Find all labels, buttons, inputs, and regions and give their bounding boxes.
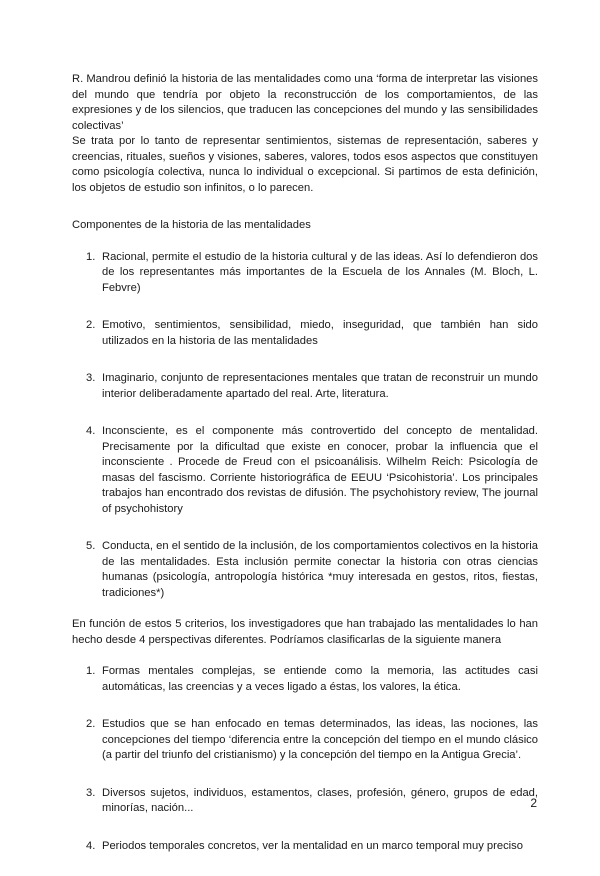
list-item: [72, 664, 538, 695]
list-item: [72, 539, 538, 601]
list-item: [72, 786, 538, 817]
page-number: 2: [530, 796, 537, 810]
list-item-text: Inconsciente, es el componente más controvertido del concepto de mentalidad. Precisamente por la dificultad que existe en conocer, probar la influencia que el inconsciente . Procede de Freud con el psicoanálisis. Wilhelm Reich: Psicología de masas del fascismo. Corriente historiográfica de EEUU ‘Psicohistoria’. Los principales trabajos han encontrado dos revistas de difusión. The psychohistory review, The journal of psychohistory: [102, 425, 538, 515]
list-number: 1.: [86, 250, 96, 263]
intro-paragraph-1: R. Mandrou definió la historia de las mentalidades como una ‘forma de interpretar las visiones del mundo que tendría por objeto la reconstrucción de los comportamientos, de las expresiones y de los silencios, que traducen las concepciones del mundo y las sensibilidades colectivas’: [72, 73, 538, 132]
list-item: [72, 250, 538, 297]
intro-paragraph-2: Se trata por lo tanto de representar sentimientos, sistemas de representación, saberes y creencias, rituales, sueños y visiones, saberes, valores, todos esos aspectos que constituyen como psicología colectiva, nunca lo individual o excepcional. Si partimos de esta definición, los objetos de estudio son infinitos, o lo parecen.: [72, 135, 538, 194]
list-item: [72, 318, 538, 349]
list-item-text: Conducta, en el sentido de la inclusión, de los comportamientos colectivos en la historia de las mentalidades. Esta inclusión permite conectar la historia con otras ciencias humanas (psicología, antropología histórica *muy interesada en gestos, ritos, fiestas, tradiciones*): [102, 540, 538, 599]
perspectives-intro: En función de estos 5 criterios, los investigadores que han trabajado las mentalidades lo han hecho desde 4 perspectivas diferentes. Podríamos clasificarlas de la siguiente manera: [72, 618, 538, 646]
components-heading: Componentes de la historia de las mentalidades: [72, 219, 311, 231]
list-item: [72, 839, 538, 855]
list-number: 5.: [86, 540, 96, 552]
list-number: 2.: [86, 319, 96, 331]
perspectives-list: [72, 664, 538, 854]
list-number: 4.: [86, 839, 96, 852]
page-content: [72, 72, 538, 876]
list-item-text: Diversos sujetos, individuos, estamentos, clases, profesión, género, grupos de edad, minorías, nación...: [102, 786, 538, 814]
list-number: 4.: [86, 425, 96, 437]
list-item: [72, 717, 538, 764]
list-number: 2.: [86, 718, 96, 730]
components-list: [72, 250, 538, 602]
list-number: 3.: [86, 786, 96, 799]
list-number: 3.: [86, 372, 96, 384]
list-item-text: Periodos temporales concretos, ver la mentalidad en un marco temporal muy preciso: [102, 839, 523, 852]
list-item: [72, 371, 538, 402]
list-item-text: Formas mentales complejas, se entiende como la memoria, las actitudes casi automáticas, las creencias y a veces ligado a éstas, los valores, la ética.: [102, 665, 538, 693]
list-item-text: Emotivo, sentimientos, sensibilidad, miedo, inseguridad, que también han sido utilizados en la historia de las mentalidades: [102, 319, 538, 347]
list-item: [72, 424, 538, 517]
list-item-text: Racional, permite el estudio de la historia cultural y de las ideas. Así lo defendieron dos de los representantes más importantes de la Escuela de los Annales (M. Bloch, L. Febvre): [102, 250, 538, 294]
list-number: 1.: [86, 665, 96, 677]
list-item-text: Estudios que se han enfocado en temas determinados, las ideas, las nociones, las concepciones del tiempo ‘diferencia entre la concepción del tiempo en el mundo clásico (a partir del triunfo del cristianismo) y la concepción del tiempo en la Antigua Grecia’.: [102, 718, 538, 761]
list-item-text: Imaginario, conjunto de representaciones mentales que tratan de reconstruir un mundo interior deliberadamente apartado del real. Arte, literatura.: [102, 372, 538, 400]
